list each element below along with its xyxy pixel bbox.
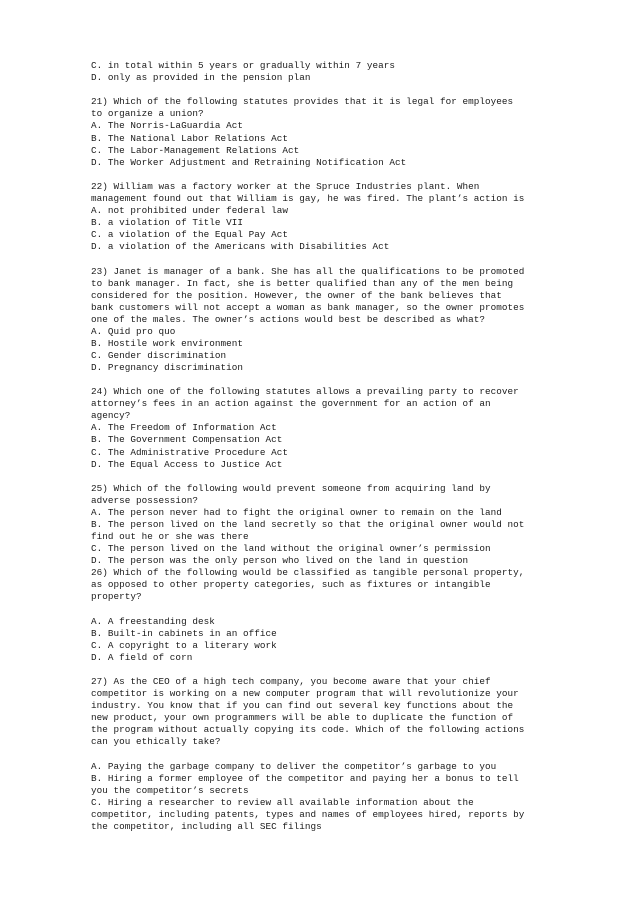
text-line: the program without actually copying its code. Which of the following actions — [91, 724, 525, 736]
text-line: D. The Equal Access to Justice Act — [91, 458, 283, 470]
paragraph-gap — [91, 84, 611, 96]
text-line: industry. You know that if you can find out several key functions about the — [91, 700, 514, 712]
paragraph-gap — [91, 374, 611, 386]
text-line: to organize a union? — [91, 108, 204, 120]
text-line: D. A field of corn — [91, 651, 193, 663]
text-block — [91, 96, 611, 168]
text-line: A. Paying the garbage company to deliver the competitor’s garbage to you — [91, 760, 497, 772]
text-block — [91, 386, 611, 470]
text-block — [91, 616, 611, 664]
text-line: property? — [91, 591, 142, 603]
text-line: A. The Norris-LaGuardia Act — [91, 120, 243, 132]
text-line: D. The person was the only person who lived on the land in question — [91, 555, 469, 567]
text-line: B. Built-in cabinets in an office — [91, 627, 277, 639]
paragraph-gap — [91, 169, 611, 181]
text-line: A. A freestanding desk — [91, 615, 215, 627]
text-line: management found out that William is gay, he was fired. The plant’s action is — [91, 193, 525, 205]
text-line: B. Hostile work environment — [91, 337, 243, 349]
text-line: 25) Which of the following would prevent someone from acquiring land by — [91, 482, 491, 494]
text-line: B. Hiring a former employee of the competitor and paying her a bonus to tell — [91, 772, 519, 784]
text-line: B. a violation of Title VII — [91, 217, 243, 229]
paragraph-gap — [91, 748, 611, 760]
text-line: A. The person never had to fight the original owner to remain on the land — [91, 506, 502, 518]
text-line: new product, your own programmers will be able to duplicate the function of — [91, 712, 514, 724]
text-line: A. The Freedom of Information Act — [91, 422, 277, 434]
text-block — [91, 483, 611, 603]
text-block — [91, 761, 611, 833]
text-line: B. The person lived on the land secretly so that the original owner would not — [91, 519, 525, 531]
text-line: 22) William was a factory worker at the Spruce Industries plant. When — [91, 180, 480, 192]
text-line: C. A copyright to a literary work — [91, 639, 277, 651]
text-line: to bank manager. In fact, she is better qualified than any of the men being — [91, 277, 514, 289]
text-block — [91, 266, 611, 374]
text-line: B. The National Labor Relations Act — [91, 132, 289, 144]
text-line: C. a violation of the Equal Pay Act — [91, 229, 289, 241]
text-block — [91, 181, 611, 253]
text-line: agency? — [91, 410, 131, 422]
text-line: A. Quid pro quo — [91, 325, 176, 337]
text-line: 24) Which one of the following statutes allows a prevailing party to recover — [91, 386, 519, 398]
text-line: adverse possession? — [91, 494, 198, 506]
text-line: competitor, including patents, types and names of employees hired, reports by — [91, 808, 525, 820]
text-line: D. The Worker Adjustment and Retraining Notification Act — [91, 156, 407, 168]
text-line: C. The person lived on the land without the original owner’s permission — [91, 543, 491, 555]
text-line: one of the males. The owner’s actions would best be described as what? — [91, 313, 486, 325]
text-block — [91, 676, 611, 748]
text-line: you the competitor’s secrets — [91, 784, 249, 796]
paragraph-gap — [91, 664, 611, 676]
text-line: C. Gender discrimination — [91, 349, 227, 361]
text-line: C. in total within 5 years or gradually within 7 years — [91, 60, 395, 71]
paragraph-gap — [91, 603, 611, 615]
text-line: B. The Government Compensation Act — [91, 434, 283, 446]
text-line: D. only as provided in the pension plan — [91, 72, 311, 84]
text-line: can you ethically take? — [91, 736, 221, 748]
paragraph-gap — [91, 253, 611, 265]
text-line: competitor is working on a new computer program that will revolutionize your — [91, 688, 519, 700]
text-line: find out he or she was there — [91, 531, 249, 543]
text-line: 21) Which of the following statutes provides that it is legal for employees — [91, 96, 514, 108]
text-line: attorney’s fees in an action against the government for an action of an — [91, 398, 491, 410]
text-line: 26) Which of the following would be classified as tangible personal property, — [91, 567, 525, 579]
text-line: D. Pregnancy discrimination — [91, 361, 243, 373]
text-block — [91, 60, 611, 84]
text-line: C. The Labor-Management Relations Act — [91, 144, 300, 156]
text-line: considered for the position. However, the owner of the bank believes that — [91, 289, 502, 301]
paragraph-gap — [91, 471, 611, 483]
text-line: 23) Janet is manager of a bank. She has all the qualifications to be promoted — [91, 265, 525, 277]
text-line: A. not prohibited under federal law — [91, 205, 289, 217]
document-page — [91, 60, 611, 833]
text-line: bank customers will not accept a woman as bank manager, so the owner promotes — [91, 301, 525, 313]
text-line: the competitor, including all SEC filings — [91, 820, 322, 832]
text-line: C. Hiring a researcher to review all available information about the — [91, 796, 474, 808]
text-line: as opposed to other property categories, such as fixtures or intangible — [91, 579, 491, 591]
text-line: C. The Administrative Procedure Act — [91, 446, 289, 458]
text-line: 27) As the CEO of a high tech company, you become aware that your chief — [91, 676, 491, 688]
text-line: D. a violation of the Americans with Disabilities Act — [91, 241, 390, 253]
